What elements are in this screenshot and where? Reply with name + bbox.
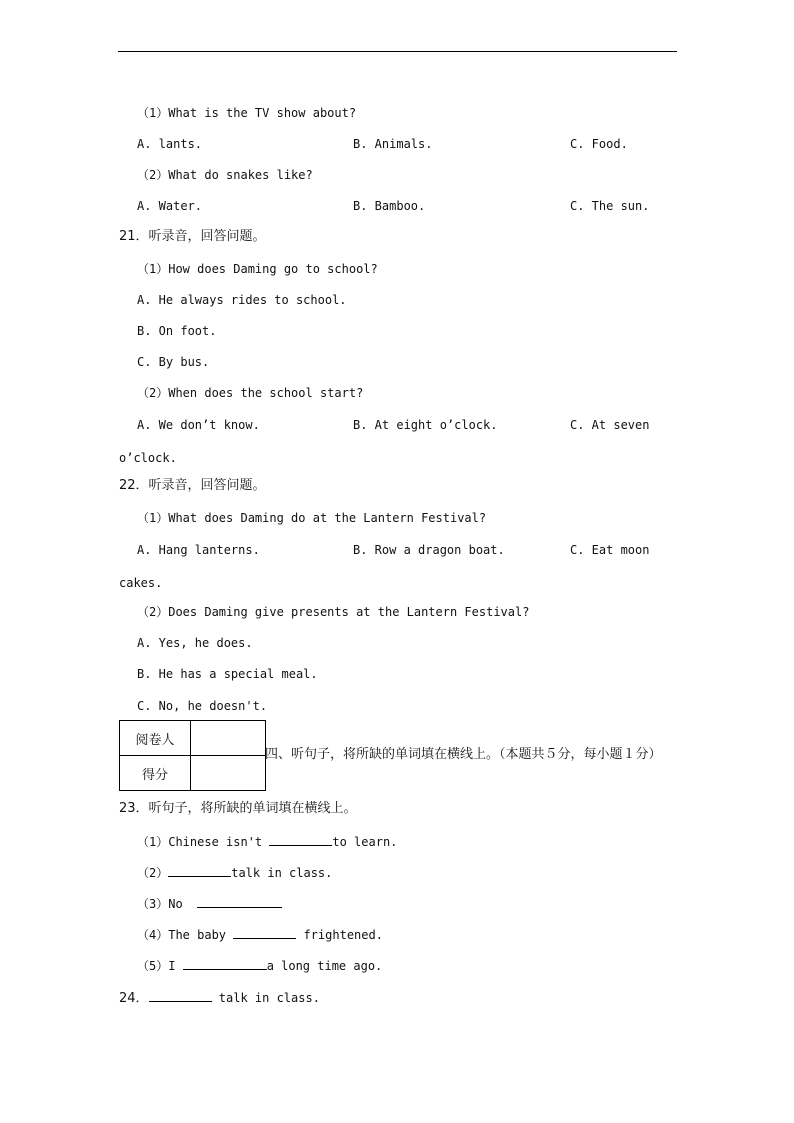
q22-sub1-option-c-cont: cakes. (119, 576, 163, 590)
q21-sub1-option-b: B. On foot. (137, 324, 217, 338)
header-rule (118, 51, 677, 52)
q20-sub1-option-a: A. lants. (137, 137, 203, 151)
q22-sub1-option-b: B. Row a dragon boat. (353, 543, 505, 557)
reviewer-cell (191, 721, 266, 756)
q24-post: talk in class. (211, 991, 320, 1005)
q23-item-4-pre: （4）The baby (137, 928, 234, 942)
q23-item-5-post: a long time ago. (266, 959, 383, 973)
q23-item-1-pre: （1）Chinese isn't (137, 835, 270, 849)
q23-item-4-post: frightened. (296, 928, 383, 942)
q23-item-2-post: talk in class. (231, 866, 333, 880)
reviewer-label: 阅卷人 (120, 721, 191, 756)
q21-sub2-question: （2）When does the school start? (137, 386, 364, 400)
q21-sub1-option-c: C. By bus. (137, 355, 210, 369)
q21-sub2-option-a: A. We don’t know. (137, 418, 260, 432)
q21-sub1-option-a: A. He always rides to school. (137, 293, 347, 307)
score-label: 得分 (120, 756, 191, 791)
q20-sub2-option-c: C. The sun. (570, 199, 650, 213)
q23-heading: 23．听句子，将所缺的单词填在横线上。 (119, 801, 357, 816)
score-cell (191, 756, 266, 791)
q20-sub1-question: （1）What is the TV show about? (137, 106, 357, 120)
q21-sub2-option-c: C. At seven (570, 418, 650, 432)
q23-item-1-post: to learn. (332, 835, 398, 849)
q23-item-5 (137, 957, 382, 974)
q20-sub2-question: （2）What do snakes like? (137, 168, 313, 182)
q20-sub1-option-b: B. Animals. (353, 137, 433, 151)
q23-item-3-pre: （3）No (137, 897, 198, 911)
answer-blank[interactable] (197, 895, 282, 908)
q21-sub1-question: （1）How does Daming go to school? (137, 262, 378, 276)
q24-number: 24． (119, 991, 149, 1006)
q23-item-2 (137, 864, 332, 881)
q22-sub2-option-a: A. Yes, he does. (137, 636, 253, 650)
q21-heading: 21．听录音，回答问题。 (119, 229, 266, 244)
q22-sub1-question: （1）What does Daming do at the Lantern Festival? (137, 511, 487, 525)
section-4-title: 四、听句子，将所缺的单词填在横线上。（本题共５分，每小题１分） (265, 747, 662, 762)
answer-blank[interactable] (183, 957, 267, 970)
q22-sub1-option-a: A. Hang lanterns. (137, 543, 260, 557)
q23-item-1 (137, 833, 397, 850)
score-box (119, 720, 266, 791)
answer-blank[interactable] (149, 989, 212, 1002)
answer-blank[interactable] (269, 833, 332, 846)
q23-item-3 (137, 895, 282, 912)
q20-sub1-option-c: C. Food. (570, 137, 628, 151)
q22-sub2-option-b: B. He has a special meal. (137, 667, 318, 681)
q20-sub2-option-a: A. Water. (137, 199, 203, 213)
q23-item-2-pre: （2） (137, 866, 169, 880)
q23-item-5-pre: （5）I (137, 959, 183, 973)
q20-sub2-option-b: B. Bamboo. (353, 199, 426, 213)
q21-sub2-option-b: B. At eight o’clock. (353, 418, 498, 432)
q22-sub2-option-c: C. No, he doesn't. (137, 699, 268, 713)
q23-item-4 (137, 926, 383, 943)
answer-blank[interactable] (233, 926, 296, 939)
answer-blank[interactable] (168, 864, 231, 877)
q22-sub2-question: （2）Does Daming give presents at the Lantern Festival? (137, 605, 530, 619)
q21-sub2-option-c-cont: o’clock. (119, 451, 177, 465)
q24 (119, 989, 320, 1007)
q22-heading: 22．听录音，回答问题。 (119, 478, 266, 493)
q22-sub1-option-c: C. Eat moon (570, 543, 650, 557)
